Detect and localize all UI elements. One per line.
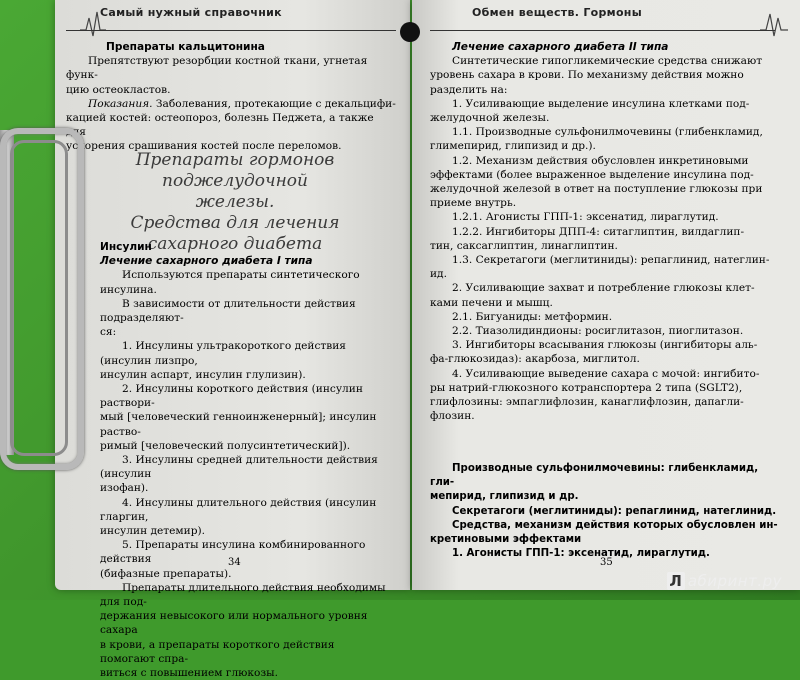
summary-line: кретиновыми эффектами [430, 534, 582, 546]
text-line: В зависимости от длительности действия подразделяют- [100, 297, 356, 325]
text-line: уровень сахара в крови. По механизму действия можно [430, 69, 744, 82]
text-line: цию остеокластов. [66, 83, 171, 96]
text-line: ками печени и мышц. [430, 296, 553, 309]
text-line: инсулин детемир). [100, 525, 206, 538]
left-running-header: Самый нужный справочник [100, 6, 282, 19]
text-line: мый [человеческий генноинженерный]; инсулин раство- [100, 411, 377, 438]
text-line: 1.1. Производные сульфонилмочевины (глибенкламид, [452, 126, 763, 139]
section-title-line: поджелудочной железы. [162, 171, 308, 212]
text-line: ры натрий-глюкозного котранспортера 2 типа (SGLT2), [430, 381, 743, 394]
section-title-line: Препараты гормонов [135, 150, 335, 170]
text-line: 5. Препараты инсулина комбинированного действия [100, 539, 366, 566]
text-line: виться с повышением глюкозы. [100, 667, 278, 680]
summary-line: Средства, механизм действия которых обусловлен ин- [452, 519, 778, 531]
text-line: приеме внутрь. [430, 197, 517, 210]
binding-hook [400, 22, 420, 42]
text-line: римый [человеческий полусинтетический]). [100, 439, 351, 452]
summary-line: 1. Агонисты ГПП-1: эксенатид, лираглутид. [452, 548, 710, 560]
page-clip-inner [10, 140, 68, 456]
text-line: желудочной железы. [430, 112, 550, 125]
calcitonin-title: Препараты кальцитонина [106, 41, 265, 53]
text-line: Используются препараты синтетического инсулина. [100, 269, 360, 296]
summary-box [430, 462, 785, 561]
insulin-title: Инсулин [100, 241, 152, 253]
section-title-line: Средства для лечения [130, 213, 340, 233]
text-line: держания невысокого или нормального уровня сахара [100, 610, 368, 637]
text-line: инсулин аспарт, инсулин глулизин). [100, 368, 306, 381]
text-line: Заболевания, протекающие с декальцифи- [152, 97, 396, 110]
text-line: 4. Инсулины длительного действия (инсулин гларгин, [100, 496, 377, 523]
text-line: 3. Инсулины средней длительности действия (инсулин [100, 454, 378, 481]
text-line: глифлозины: эмпаглифлозин, канаглифлозин, дапагли- [430, 396, 744, 409]
text-line: Препятствуют резорбции костной ткани, угнетая функ- [66, 55, 368, 82]
text-line: глимепирид, глипизид и др.). [430, 140, 596, 153]
text-line: 1.3. Секретагоги (меглитиниды): репаглинид, натеглин- [452, 254, 770, 267]
text-line: 1. Инсулины ультракороткого действия (инсулин лизпро, [100, 340, 346, 367]
text-line: желудочной железой в ответ на поступление глюкозы при [430, 183, 763, 196]
right-header-rule [430, 30, 775, 31]
text-line: 1. Усиливающие выделение инсулина клетками под- [452, 97, 750, 110]
text-line: разделить на: [430, 83, 508, 96]
text-line: Препараты длительного действия необходимы для под- [100, 581, 386, 609]
text-line: ся: [100, 326, 117, 339]
summary-line: Производные сульфонилмочевины: глибенкламид, гли- [430, 463, 759, 489]
text-line: эффектами (более выраженное выделение инсулина под- [430, 168, 754, 181]
text-line: Синтетические гипогликемические средства снижают [452, 55, 763, 68]
text-line: 4. Усиливающие выведение сахара с мочой: ингибито- [452, 367, 760, 380]
left-header-rule [66, 30, 396, 31]
watermark-text: абиринт.ру [687, 572, 782, 590]
text-line: изофан). [100, 482, 149, 495]
right-page-number: 35 [600, 557, 613, 568]
text-line: 2.2. Тиазолидиндионы: росиглитазон, пиоглитазон. [452, 325, 744, 338]
right-running-header: Обмен веществ. Гормоны [472, 6, 642, 19]
text-line: фа-глюкозидаз): акарбоза, миглитол. [430, 353, 640, 366]
text-line: (бифазные препараты). [100, 567, 232, 580]
type2-subtitle: Лечение сахарного диабета II типа [452, 41, 669, 53]
text-line: ид. [430, 268, 447, 281]
text-line: 2.1. Бигуаниды: метформин. [452, 310, 613, 323]
type2-section [430, 40, 785, 423]
text-line: 1.2.1. Агонисты ГПП-1: эксенатид, лираглутид. [452, 211, 719, 224]
insulin-section [100, 240, 390, 680]
summary-line: Секретагоги (меглитиниды): репаглинид, натеглинид. [452, 505, 777, 517]
watermark [667, 572, 782, 590]
heartbeat-icon [760, 8, 788, 38]
summary-line: мепирид, глипизид и др. [430, 491, 579, 503]
text-line: 2. Инсулины короткого действия (инсулин раствори- [100, 383, 363, 410]
text-line: флозин. [430, 410, 475, 423]
text-line: 1.2.2. Ингибиторы ДПП-4: ситаглиптин, вилдаглип- [452, 225, 745, 238]
labirint-logo-icon: Л [667, 572, 685, 590]
left-page-number: 34 [228, 557, 241, 568]
indications-label: Показания. [88, 97, 153, 110]
insulin-subtitle: Лечение сахарного диабета I типа [100, 255, 313, 268]
text-line: в крови, а препараты короткого действия помогают спра- [100, 638, 335, 665]
calcitonin-section [66, 40, 396, 154]
text-line: тин, саксаглиптин, линаглиптин. [430, 239, 618, 252]
text-line: кацией костей: остеопороз, болезнь Педжета, а также для [66, 112, 374, 139]
section-title-line: сахарного диабета [147, 234, 323, 254]
text-line: 3. Ингибиторы всасывания глюкозы (ингибиторы аль- [452, 339, 758, 352]
text-line: 1.2. Механизм действия обусловлен инкретиновыми [452, 154, 749, 167]
text-line: ускорения срашивания костей после переломов. [66, 140, 342, 153]
indications-line [66, 97, 396, 111]
text-line: 2. Усиливающие захват и потребление глюкозы клет- [452, 282, 755, 295]
